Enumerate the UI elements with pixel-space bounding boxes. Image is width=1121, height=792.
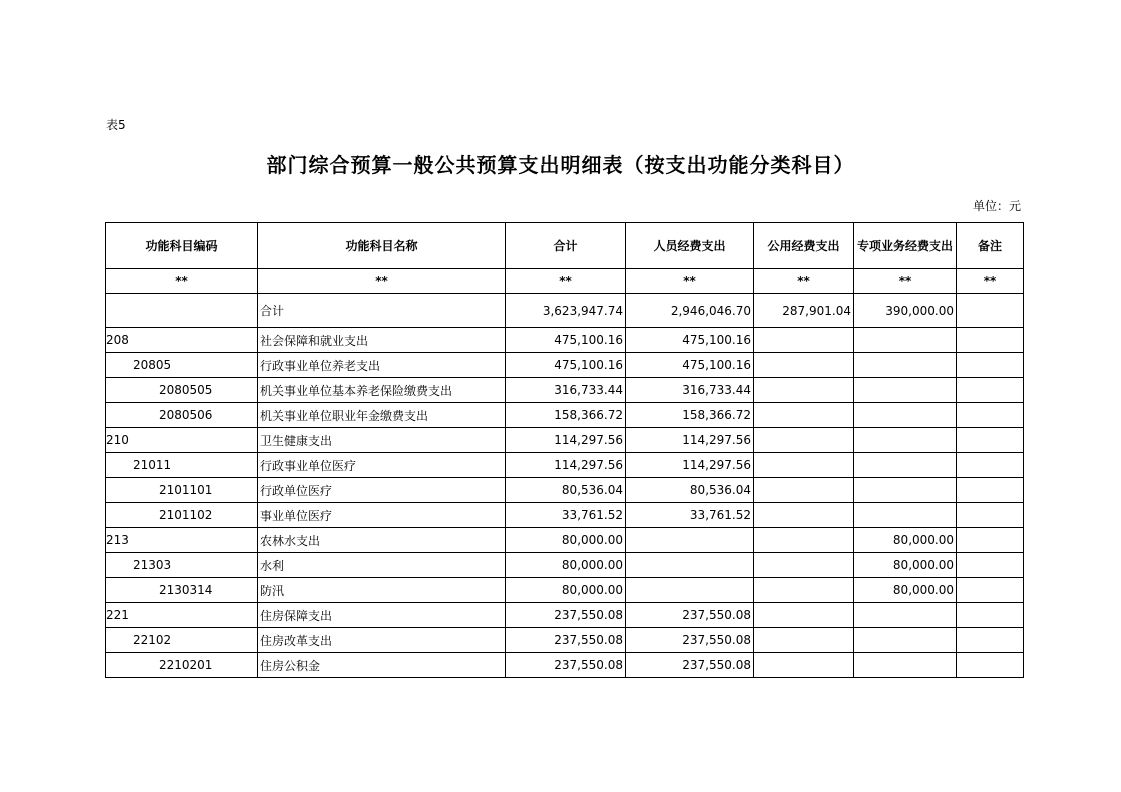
- cell-total: 80,000.00: [506, 528, 626, 553]
- cell-name: 事业单位医疗: [258, 503, 506, 528]
- cell-name: 社会保障和就业支出: [258, 328, 506, 353]
- cell-special: 80,000.00: [854, 528, 957, 553]
- cell-name: 防汛: [258, 578, 506, 603]
- cell-code: 2101102: [106, 503, 258, 528]
- cell-name: 卫生健康支出: [258, 428, 506, 453]
- cell-remark: [957, 528, 1024, 553]
- cell-total: 158,366.72: [506, 403, 626, 428]
- cell-personnel: [626, 528, 754, 553]
- table-row: [106, 628, 1024, 653]
- cell-special: 80,000.00: [854, 553, 957, 578]
- total-remark: [957, 294, 1024, 328]
- table-row: [106, 378, 1024, 403]
- cell-code: 21303: [106, 553, 258, 578]
- cell-total: 237,550.08: [506, 603, 626, 628]
- table-row: [106, 453, 1024, 478]
- cell-special: [854, 403, 957, 428]
- cell-name: 住房改革支出: [258, 628, 506, 653]
- cell-personnel: 80,536.04: [626, 478, 754, 503]
- table-row: [106, 553, 1024, 578]
- cell-code: 2130314: [106, 578, 258, 603]
- cell-code: 20805: [106, 353, 258, 378]
- cell-special: [854, 628, 957, 653]
- cell-public: [754, 403, 854, 428]
- placeholder-cell: **: [258, 269, 506, 294]
- cell-code: 2080505: [106, 378, 258, 403]
- cell-personnel: 237,550.08: [626, 628, 754, 653]
- header-total: 合计: [506, 223, 626, 269]
- header-row: [106, 223, 1024, 269]
- cell-remark: [957, 353, 1024, 378]
- placeholder-cell: **: [754, 269, 854, 294]
- cell-total: 237,550.08: [506, 628, 626, 653]
- table-row: [106, 478, 1024, 503]
- cell-code: 2101101: [106, 478, 258, 503]
- cell-special: [854, 503, 957, 528]
- table-row: [106, 528, 1024, 553]
- cell-code: 221: [106, 603, 258, 628]
- cell-personnel: 475,100.16: [626, 353, 754, 378]
- cell-remark: [957, 378, 1024, 403]
- page-title: 部门综合预算一般公共预算支出明细表（按支出功能分类科目）: [266, 153, 855, 177]
- cell-special: [854, 603, 957, 628]
- placeholder-cell: **: [854, 269, 957, 294]
- header-personnel: 人员经费支出: [626, 223, 754, 269]
- cell-public: [754, 603, 854, 628]
- cell-public: [754, 453, 854, 478]
- cell-name: 机关事业单位基本养老保险缴费支出: [258, 378, 506, 403]
- cell-remark: [957, 578, 1024, 603]
- cell-remark: [957, 403, 1024, 428]
- total-total: 3,623,947.74: [506, 294, 626, 328]
- table-row: [106, 428, 1024, 453]
- header-special: 专项业务经费支出: [854, 223, 957, 269]
- cell-special: 80,000.00: [854, 578, 957, 603]
- cell-public: [754, 378, 854, 403]
- cell-special: [854, 478, 957, 503]
- cell-name: 行政单位医疗: [258, 478, 506, 503]
- cell-total: 475,100.16: [506, 353, 626, 378]
- table-row: [106, 503, 1024, 528]
- cell-total: 316,733.44: [506, 378, 626, 403]
- cell-code: 2210201: [106, 653, 258, 678]
- total-public: 287,901.04: [754, 294, 854, 328]
- cell-personnel: [626, 553, 754, 578]
- cell-name: 机关事业单位职业年金缴费支出: [258, 403, 506, 428]
- placeholder-row: [106, 269, 1024, 294]
- table-row: [106, 353, 1024, 378]
- cell-total: 80,000.00: [506, 578, 626, 603]
- cell-public: [754, 478, 854, 503]
- cell-public: [754, 503, 854, 528]
- total-row: [106, 294, 1024, 328]
- cell-personnel: 114,297.56: [626, 428, 754, 453]
- cell-remark: [957, 503, 1024, 528]
- cell-special: [854, 378, 957, 403]
- cell-total: 114,297.56: [506, 453, 626, 478]
- budget-table: [105, 222, 1024, 678]
- cell-remark: [957, 653, 1024, 678]
- cell-personnel: 316,733.44: [626, 378, 754, 403]
- cell-special: [854, 353, 957, 378]
- cell-total: 80,000.00: [506, 553, 626, 578]
- cell-personnel: 158,366.72: [626, 403, 754, 428]
- cell-remark: [957, 628, 1024, 653]
- cell-name: 住房保障支出: [258, 603, 506, 628]
- cell-name: 水利: [258, 553, 506, 578]
- cell-special: [854, 653, 957, 678]
- table-row: [106, 403, 1024, 428]
- cell-total: 80,536.04: [506, 478, 626, 503]
- placeholder-cell: **: [106, 269, 258, 294]
- cell-public: [754, 328, 854, 353]
- cell-special: [854, 453, 957, 478]
- cell-personnel: 33,761.52: [626, 503, 754, 528]
- table-number: 表5: [106, 118, 126, 132]
- placeholder-cell: **: [626, 269, 754, 294]
- cell-remark: [957, 553, 1024, 578]
- total-personnel: 2,946,046.70: [626, 294, 754, 328]
- header-name: 功能科目名称: [258, 223, 506, 269]
- cell-code: 213: [106, 528, 258, 553]
- cell-special: [854, 428, 957, 453]
- cell-remark: [957, 453, 1024, 478]
- cell-public: [754, 428, 854, 453]
- cell-remark: [957, 478, 1024, 503]
- cell-name: 行政事业单位养老支出: [258, 353, 506, 378]
- cell-name: 住房公积金: [258, 653, 506, 678]
- total-name: 合计: [258, 294, 506, 328]
- cell-public: [754, 578, 854, 603]
- table-row: [106, 603, 1024, 628]
- cell-public: [754, 653, 854, 678]
- cell-name: 行政事业单位医疗: [258, 453, 506, 478]
- cell-remark: [957, 603, 1024, 628]
- cell-code: 21011: [106, 453, 258, 478]
- cell-public: [754, 353, 854, 378]
- table-row: [106, 653, 1024, 678]
- cell-code: 2080506: [106, 403, 258, 428]
- cell-code: 208: [106, 328, 258, 353]
- cell-public: [754, 553, 854, 578]
- total-code: [106, 294, 258, 328]
- cell-total: 33,761.52: [506, 503, 626, 528]
- cell-remark: [957, 428, 1024, 453]
- cell-code: 22102: [106, 628, 258, 653]
- cell-total: 114,297.56: [506, 428, 626, 453]
- header-code: 功能科目编码: [106, 223, 258, 269]
- placeholder-cell: **: [957, 269, 1024, 294]
- cell-personnel: 475,100.16: [626, 328, 754, 353]
- total-special: 390,000.00: [854, 294, 957, 328]
- cell-total: 237,550.08: [506, 653, 626, 678]
- header-public: 公用经费支出: [754, 223, 854, 269]
- header-remark: 备注: [957, 223, 1024, 269]
- cell-public: [754, 628, 854, 653]
- placeholder-cell: **: [506, 269, 626, 294]
- unit-label: 单位：元: [972, 199, 1021, 213]
- cell-public: [754, 528, 854, 553]
- cell-special: [854, 328, 957, 353]
- table-row: [106, 578, 1024, 603]
- table-row: [106, 328, 1024, 353]
- cell-personnel: 237,550.08: [626, 653, 754, 678]
- cell-name: 农林水支出: [258, 528, 506, 553]
- cell-personnel: 114,297.56: [626, 453, 754, 478]
- cell-total: 475,100.16: [506, 328, 626, 353]
- cell-personnel: 237,550.08: [626, 603, 754, 628]
- cell-remark: [957, 328, 1024, 353]
- cell-code: 210: [106, 428, 258, 453]
- cell-personnel: [626, 578, 754, 603]
